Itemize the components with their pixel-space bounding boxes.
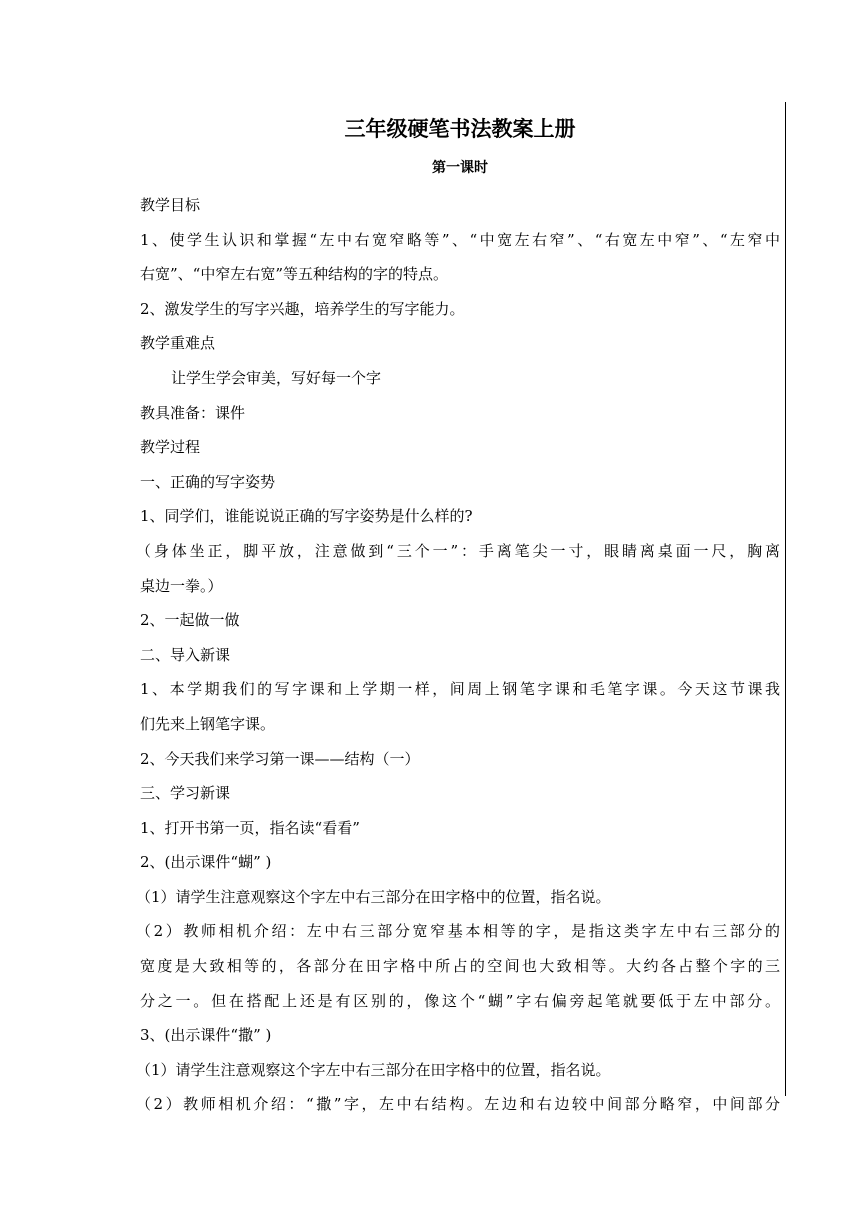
text-line: 2、今天我们来学习第一课——结构（一） — [140, 749, 420, 768]
text-line: 3、(出示课件“撒” ) — [140, 1026, 272, 1045]
text-line: （1）请学生注意观察这个字左中右三部分在田字格中的位置，指名说。 — [136, 887, 611, 906]
text-line: 1、使学生认识和掌握“左中右宽窄略等”、“中宽左右窄”、“右宽左中窄”、“左窄中 — [140, 230, 780, 249]
section-heading: 教学重难点 — [140, 334, 216, 353]
text-line: 教具准备：课件 — [140, 403, 246, 422]
document-title: 三年级硬笔书法教案上册 — [344, 117, 576, 141]
text-line: （1）请学生注意观察这个字左中右三部分在田字格中的位置，指名说。 — [136, 1060, 611, 1079]
text-line: 1、打开书第一页，指名读“看看” — [140, 818, 360, 837]
text-line: （2）教师相机介绍：“撒”字，左中右结构。左边和右边较中间部分略窄，中间部分 — [136, 1095, 780, 1114]
text-line: 桌边一拳。） — [140, 576, 223, 595]
section-heading: 教学过程 — [140, 438, 201, 457]
text-line: 1、本学期我们的写字课和上学期一样，间周上钢笔字课和毛笔字课。今天这节课我 — [140, 680, 780, 699]
table-right-border — [785, 102, 786, 1096]
text-line: 分之一。但在搭配上还是有区别的，像这个“蝴”字右偏旁起笔就要低于左中部分。 — [140, 991, 780, 1010]
section-heading: 教学目标 — [140, 196, 201, 214]
text-line: 们先来上钢笔字课。 — [140, 714, 276, 733]
text-line: 宽度是大致相等的，各部分在田字格中所占的空间也大致相等。大约各占整个字的三 — [140, 957, 780, 976]
text-line: 2、激发学生的写字兴趣，培养学生的写字能力。 — [140, 299, 465, 318]
text-line: （身体坐正，脚平放，注意做到“三个一”：手离笔尖一寸，眼睛离桌面一尺，胸离 — [136, 541, 780, 560]
lesson-content — [136, 188, 780, 1122]
text-line: 2、(出示课件“蝴” ) — [140, 853, 272, 872]
text-line: 右宽”、“中窄左右宽”等五种结构的字的特点。 — [140, 265, 449, 284]
lesson-subtitle: 第一课时 — [432, 160, 488, 176]
section-heading: 三、学习新课 — [140, 784, 231, 803]
section-heading: 一、正确的写字姿势 — [140, 472, 276, 491]
text-line: 让学生学会审美，写好每一个字 — [171, 368, 382, 387]
text-line: 2、一起做一做 — [140, 611, 240, 630]
text-line: 1、同学们，谁能说说正确的写字姿势是什么样的? — [140, 507, 473, 526]
section-heading: 二、导入新课 — [140, 645, 231, 664]
text-line: （2）教师相机介绍：左中右三部分宽窄基本相等的字，是指这类字左中右三部分的 — [136, 922, 780, 941]
